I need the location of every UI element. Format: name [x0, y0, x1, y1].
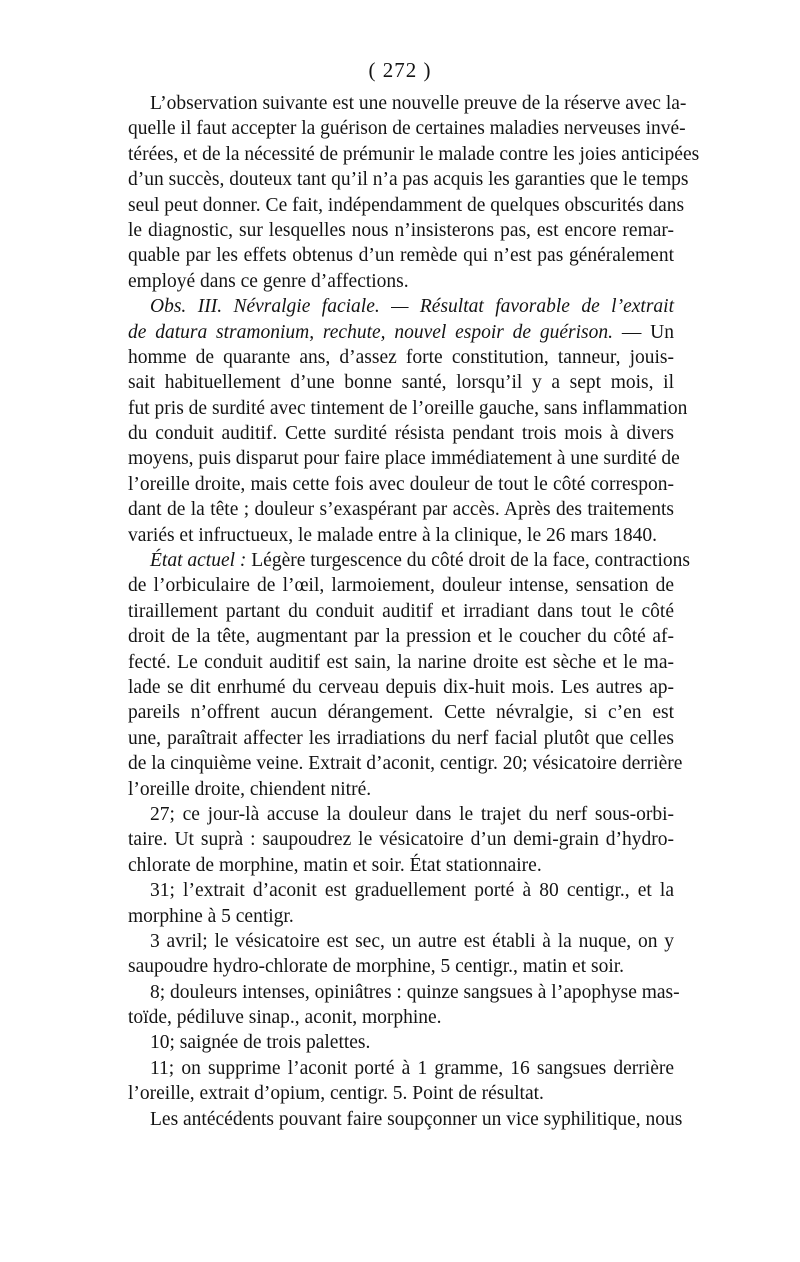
- text-line: 11; on supprime l’aconit porté à 1 gramme, 16 sangsues derrière: [150, 1057, 674, 1079]
- text-line: taire. Ut suprà : saupoudrez le vésicatoire d’un demi-grain d’hydro-: [128, 829, 674, 851]
- text-line: pareils n’offrent aucun dérangement. Cette névralgie, si c’en est: [128, 702, 674, 724]
- text-span: Légère turgescence du côté droit de la face, contractions: [246, 550, 690, 572]
- body-text: [128, 91, 700, 1132]
- text-line: l’oreille droite, chiendent nitré.: [128, 778, 372, 800]
- text-line: lade se dit enrhumé du cerveau depuis dix-huit mois. Les autres ap-: [128, 676, 674, 698]
- text-line: toïde, pédiluve sinap., aconit, morphine.: [128, 1007, 442, 1029]
- text-line: fut pris de surdité avec tintement de l’oreille gauche, sans inflammation: [128, 397, 688, 419]
- text-line: saupoudre hydro-chlorate de morphine, 5 centigr., matin et soir.: [128, 956, 625, 978]
- text-line: Les antécédents pouvant faire soupçonner un vice syphilitique, nous: [150, 1108, 683, 1130]
- italic-text: État actuel :: [150, 550, 247, 572]
- page-number: ( 272 ): [368, 58, 432, 82]
- text-line: 3 avril; le vésicatoire est sec, un autre est établi à la nuque, on y: [150, 930, 674, 952]
- text-line: quable par les effets obtenus d’un remède qui n’est pas généralement: [128, 245, 674, 267]
- text-line: [128, 320, 674, 345]
- text-line: dant de la tête ; douleur s’exaspérant par accès. Après des traitements: [128, 499, 674, 521]
- text-span: — Un: [613, 321, 674, 343]
- text-line: d’un succès, douteux tant qu’il n’a pas acquis les garanties que le temps: [128, 169, 689, 191]
- text-line: fecté. Le conduit auditif est sain, la narine droite est sèche et le ma-: [128, 651, 674, 673]
- text-line: 10; saignée de trois palettes.: [150, 1032, 371, 1054]
- text-line: quelle il faut accepter la guérison de certaines maladies nerveuses invé-: [128, 118, 686, 140]
- text-line: moyens, puis disparut pour faire place immédiatement à une surdité de: [128, 448, 680, 470]
- text-line: morphine à 5 centigr.: [128, 905, 294, 927]
- text-line: de l’orbiculaire de l’œil, larmoiement, douleur intense, sensation de: [128, 575, 674, 597]
- text-line: [128, 548, 690, 573]
- text-line: sait habituellement d’une bonne santé, lorsqu’il y a sept mois, il: [128, 372, 674, 394]
- text-line: de la cinquième veine. Extrait d’aconit, centigr. 20; vésicatoire derrière: [128, 753, 683, 775]
- text-line: variés et infructueux, le malade entre à la clinique, le 26 mars 1840.: [128, 524, 658, 546]
- text-line: 31; l’extrait d’aconit est graduellement porté à 80 centigr., et la: [150, 880, 674, 902]
- text-line: droit de la tête, augmentant par la pression et le coucher du côté af-: [128, 626, 674, 648]
- text-line: térées, et de la nécessité de prémunir le malade contre les joies anticipées: [128, 143, 700, 165]
- text-line: tiraillement partant du conduit auditif et irradiant dans tout le côté: [128, 600, 674, 622]
- italic-text: de datura stramonium, rechute, nouvel espoir de guérison.: [128, 321, 614, 343]
- text-line: L’observation suivante est une nouvelle preuve de la réserve avec la-: [150, 93, 687, 114]
- text-line: homme de quarante ans, d’assez forte constitution, tanneur, jouis-: [128, 346, 674, 368]
- text-line: l’oreille droite, mais cette fois avec douleur de tout le côté correspon-: [128, 473, 674, 495]
- text-line: du conduit auditif. Cette surdité résista pendant trois mois à divers: [128, 423, 674, 445]
- text-line: 8; douleurs intenses, opiniâtres : quinze sangsues à l’apophyse mas-: [150, 981, 680, 1003]
- text-line: une, paraîtrait affecter les irradiations du nerf facial plutôt que celles: [128, 727, 674, 749]
- italic-text: Obs. III. Névralgie faciale. — Résultat favorable de l’extrait: [150, 296, 674, 318]
- text-line: l’oreille, extrait d’opium, centigr. 5. Point de résultat.: [128, 1083, 544, 1105]
- text-line: [128, 294, 674, 319]
- text-line: le diagnostic, sur lesquelles nous n’insisterons pas, est encore remar-: [128, 219, 674, 241]
- text-line: seul peut donner. Ce fait, indépendamment de quelques obscurités dans: [128, 194, 685, 216]
- text-line: chlorate de morphine, matin et soir. État stationnaire.: [128, 854, 542, 876]
- text-line: employé dans ce genre d’affections.: [128, 270, 409, 292]
- text-line: 27; ce jour-là accuse la douleur dans le trajet du nerf sous-orbi-: [150, 803, 674, 825]
